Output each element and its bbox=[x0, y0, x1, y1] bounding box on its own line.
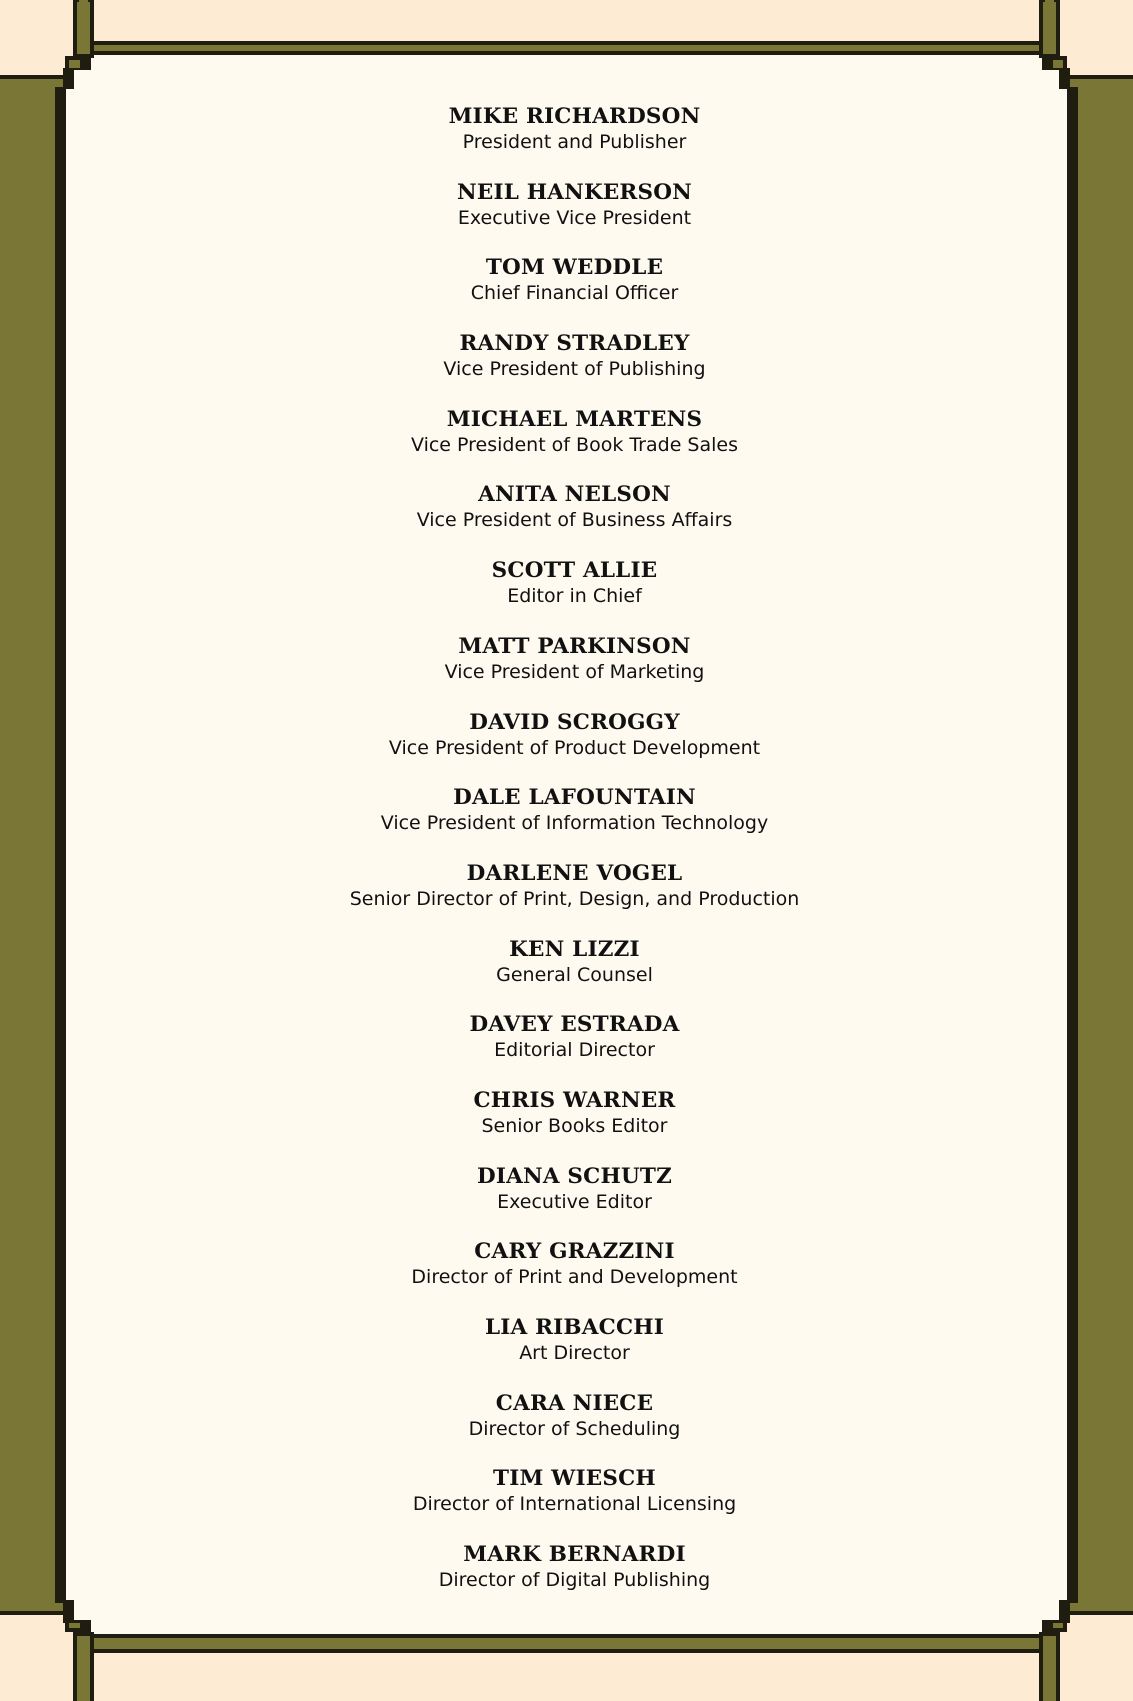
staff-title: Vice President of Information Technology bbox=[380, 812, 769, 835]
staff-name: CHRIS WARNER bbox=[473, 1087, 676, 1113]
staff-name: DAVID SCROGGY bbox=[469, 709, 680, 735]
staff-entry bbox=[66, 785, 1083, 861]
staff-entry bbox=[66, 558, 1083, 634]
staff-title: Director of International Licensing bbox=[412, 1493, 737, 1516]
staff-name: CARY GRAZZINI bbox=[474, 1239, 675, 1265]
staff-title: Art Director bbox=[519, 1342, 630, 1364]
staff-entry bbox=[66, 255, 1083, 331]
staff-title: Vice President of Publishing bbox=[443, 358, 706, 381]
staff-title: Editor in Chief bbox=[507, 585, 642, 608]
staff-name: KEN LIZZI bbox=[509, 936, 640, 962]
staff-title: Vice President of Book Trade Sales bbox=[410, 433, 738, 456]
corner-rail-top-left-inner bbox=[79, 0, 88, 50]
staff-title: Executive Vice President bbox=[457, 206, 692, 229]
staff-title: Vice President of Marketing bbox=[444, 660, 705, 683]
staff-title: Director of Scheduling bbox=[468, 1417, 681, 1440]
staff-entry bbox=[66, 710, 1083, 786]
staff-name: MATT PARKINSON bbox=[458, 633, 691, 659]
staff-entry bbox=[66, 180, 1083, 256]
staff-title: Director of Print and Development bbox=[411, 1266, 738, 1289]
staff-name: TIM WIESCH bbox=[493, 1466, 656, 1492]
staff-entry bbox=[66, 407, 1083, 483]
staff-title: Senior Books Editor bbox=[481, 1114, 668, 1137]
staff-entry bbox=[66, 937, 1083, 1013]
staff-title: Executive Editor bbox=[497, 1190, 652, 1213]
staff-name: DARLENE VOGEL bbox=[466, 860, 683, 886]
staff-title: President and Publisher bbox=[462, 131, 687, 153]
staff-entry bbox=[66, 634, 1083, 710]
staff-title: General Counsel bbox=[496, 963, 653, 986]
staff-entry bbox=[66, 482, 1083, 558]
staff-entry bbox=[66, 331, 1083, 407]
corner-rail-top-right-inner bbox=[1045, 0, 1054, 50]
staff-entry bbox=[66, 1012, 1083, 1088]
staff-title: Vice President of Product Development bbox=[388, 736, 761, 759]
staff-name: CARA NIECE bbox=[495, 1390, 654, 1416]
corner-rail-bottom-right-inner bbox=[1045, 1640, 1054, 1701]
staff-entry bbox=[66, 1164, 1083, 1240]
staff-name: TOM WEDDLE bbox=[485, 255, 664, 281]
staff-name: RANDY STRADLEY bbox=[459, 331, 690, 357]
staff-name: SCOTT ALLIE bbox=[491, 558, 658, 584]
staff-title: Director of Digital Publishing bbox=[438, 1569, 711, 1592]
staff-name: DAVEY ESTRADA bbox=[469, 1012, 680, 1038]
staff-title: Editorial Director bbox=[494, 1039, 655, 1062]
staff-title: Vice President of Business Affairs bbox=[416, 509, 733, 532]
staff-name: NEIL HANKERSON bbox=[457, 179, 692, 205]
staff-entry bbox=[66, 1466, 1083, 1542]
staff-name: DIANA SCHUTZ bbox=[477, 1163, 672, 1189]
staff-entry bbox=[66, 1542, 1083, 1618]
staff-name: MIKE RICHARDSON bbox=[448, 104, 701, 129]
staff-name: DALE LAFOUNTAIN bbox=[453, 785, 696, 811]
staff-list bbox=[66, 104, 1083, 1618]
staff-title: Chief Financial Officer bbox=[470, 282, 679, 305]
staff-entry bbox=[66, 104, 1083, 180]
staff-name: MARK BERNARDI bbox=[463, 1542, 686, 1568]
staff-entry bbox=[66, 1239, 1083, 1315]
staff-entry bbox=[66, 861, 1083, 937]
corner-rail-bottom-left-inner bbox=[79, 1640, 88, 1701]
staff-entry bbox=[66, 1088, 1083, 1164]
staff-title: Senior Director of Print, Design, and Production bbox=[349, 887, 800, 910]
staff-entry bbox=[66, 1315, 1083, 1391]
staff-name: MICHAEL MARTENS bbox=[446, 406, 703, 432]
staff-name: LIA RIBACCHI bbox=[484, 1315, 665, 1340]
staff-entry bbox=[66, 1391, 1083, 1467]
staff-name: ANITA NELSON bbox=[478, 482, 671, 508]
